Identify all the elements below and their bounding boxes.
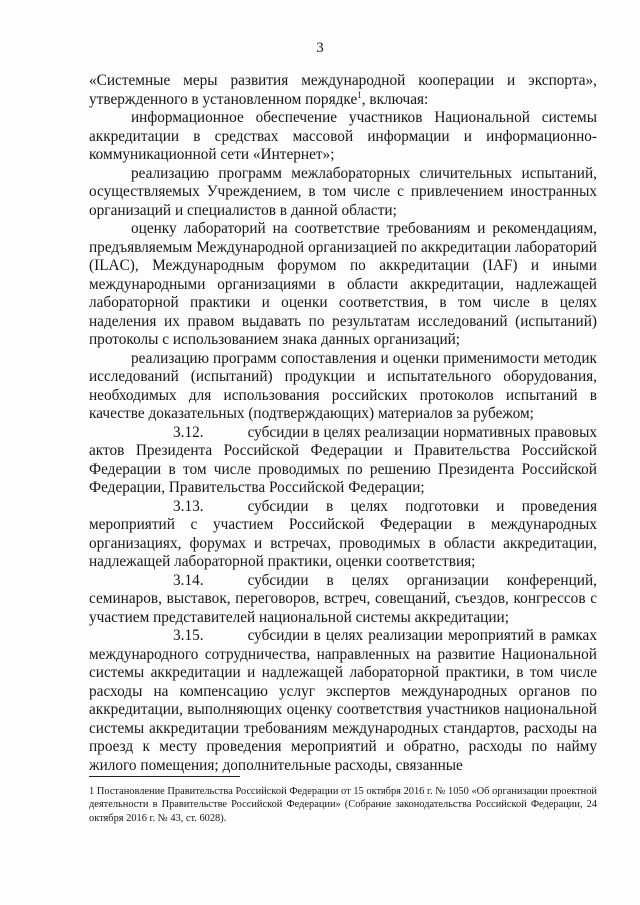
paragraph-tail: , включая: <box>361 90 429 108</box>
paragraph-lab-assessment: оценку лабораторий на соответствие требованиям и рекомендациям, предъявляемым Международной организацией по аккредитации лабораторий (ILAC), Международным форумом по аккредитации (IAF) и иными международными организациями в области аккредитации, надлежащей лабораторной практики и оценки соответствия, в том числе в целях наделения их правом выдавать по результатам исследований (испытаний) протоколы с использованием знака данных организаций; <box>89 220 597 348</box>
paragraph-intro <box>89 72 597 109</box>
clause-3-14 <box>89 572 597 628</box>
paragraph-interlab-tests: реализацию программ межлабораторных сличительных испытаний, осуществляемых Учреждением, в том числе с привлечением иностранных организаций и специалистов в данной области; <box>89 164 597 219</box>
paragraph-info-support: информационное обеспечение участников Национальной системы аккредитации в средствах массовой информации и информационно-коммуникационной сети «Интернет»; <box>89 109 597 163</box>
clause-3-13 <box>89 498 597 572</box>
clause-number: 3.12. <box>173 423 204 441</box>
clause-text: субсидии в целях реализации мероприятий в рамках международного сотрудничества, направленных на развитие Национальной системы аккредитации и надлежащей лабораторной практики, в том числе расходы на компенсацию услуг экспертов международных органов по аккредитации, выполняющих оценку соответствия участников национальной системы аккредитации требованиям международных стандартов, расходы на проезд к месту проведения мероприятий и обратно, расходы по найму жилого помещения; дополнительные расходы, связанные <box>89 627 597 774</box>
clause-number: 3.13. <box>173 497 204 515</box>
footnote: 1 Постановление Правительства Российской Федерации от 15 октября 2016 г. № 1050 «Об организации проектной деятельности в Правительстве Российской Федерации» (Собрание законодательства Российской Федерации, 24 октября 2016 г. № 43, ст. 6028). <box>89 786 597 824</box>
clause-text: субсидии в целях организации конференций, семинаров, выставок, переговоров, встреч, совещаний, съездов, конгрессов с участием представителей национальной системы аккредитации; <box>89 571 597 626</box>
clause-number: 3.14. <box>173 571 204 589</box>
clause-text: субсидии в целях реализации нормативных правовых актов Президента Российской Федерации и Правительства Российской Федерации в том числе проводимых по решению Президента Российской Федерации, Правительства Российской Федерации; <box>89 423 597 496</box>
page-number: 3 <box>316 40 324 56</box>
footnote-ref: 1 <box>357 89 362 100</box>
paragraph-text: «Системные меры развития международной кооперации и экспорта», утвержденного в установленном порядке <box>89 72 597 108</box>
clause-number: 3.15. <box>173 627 204 644</box>
clause-text: субсидии в целях подготовки и проведения мероприятий с участием Российской Федерации в международных организациях, форумах и встречах, проводимых в области аккредитации, надлежащей лабораторной практики, оценки соответствия; <box>89 497 597 570</box>
clause-3-15 <box>89 627 597 775</box>
clause-3-12 <box>89 424 597 498</box>
footnote-divider <box>89 776 240 777</box>
paragraph-method-comparison: реализацию программ сопоставления и оценки применимости методик исследований (испытаний) продукции и испытательного оборудования, необходимых для использования российских протоколов испытаний в качестве доказательных (подтверждающих) материалов за рубежом; <box>89 349 597 422</box>
body-text <box>89 72 597 775</box>
